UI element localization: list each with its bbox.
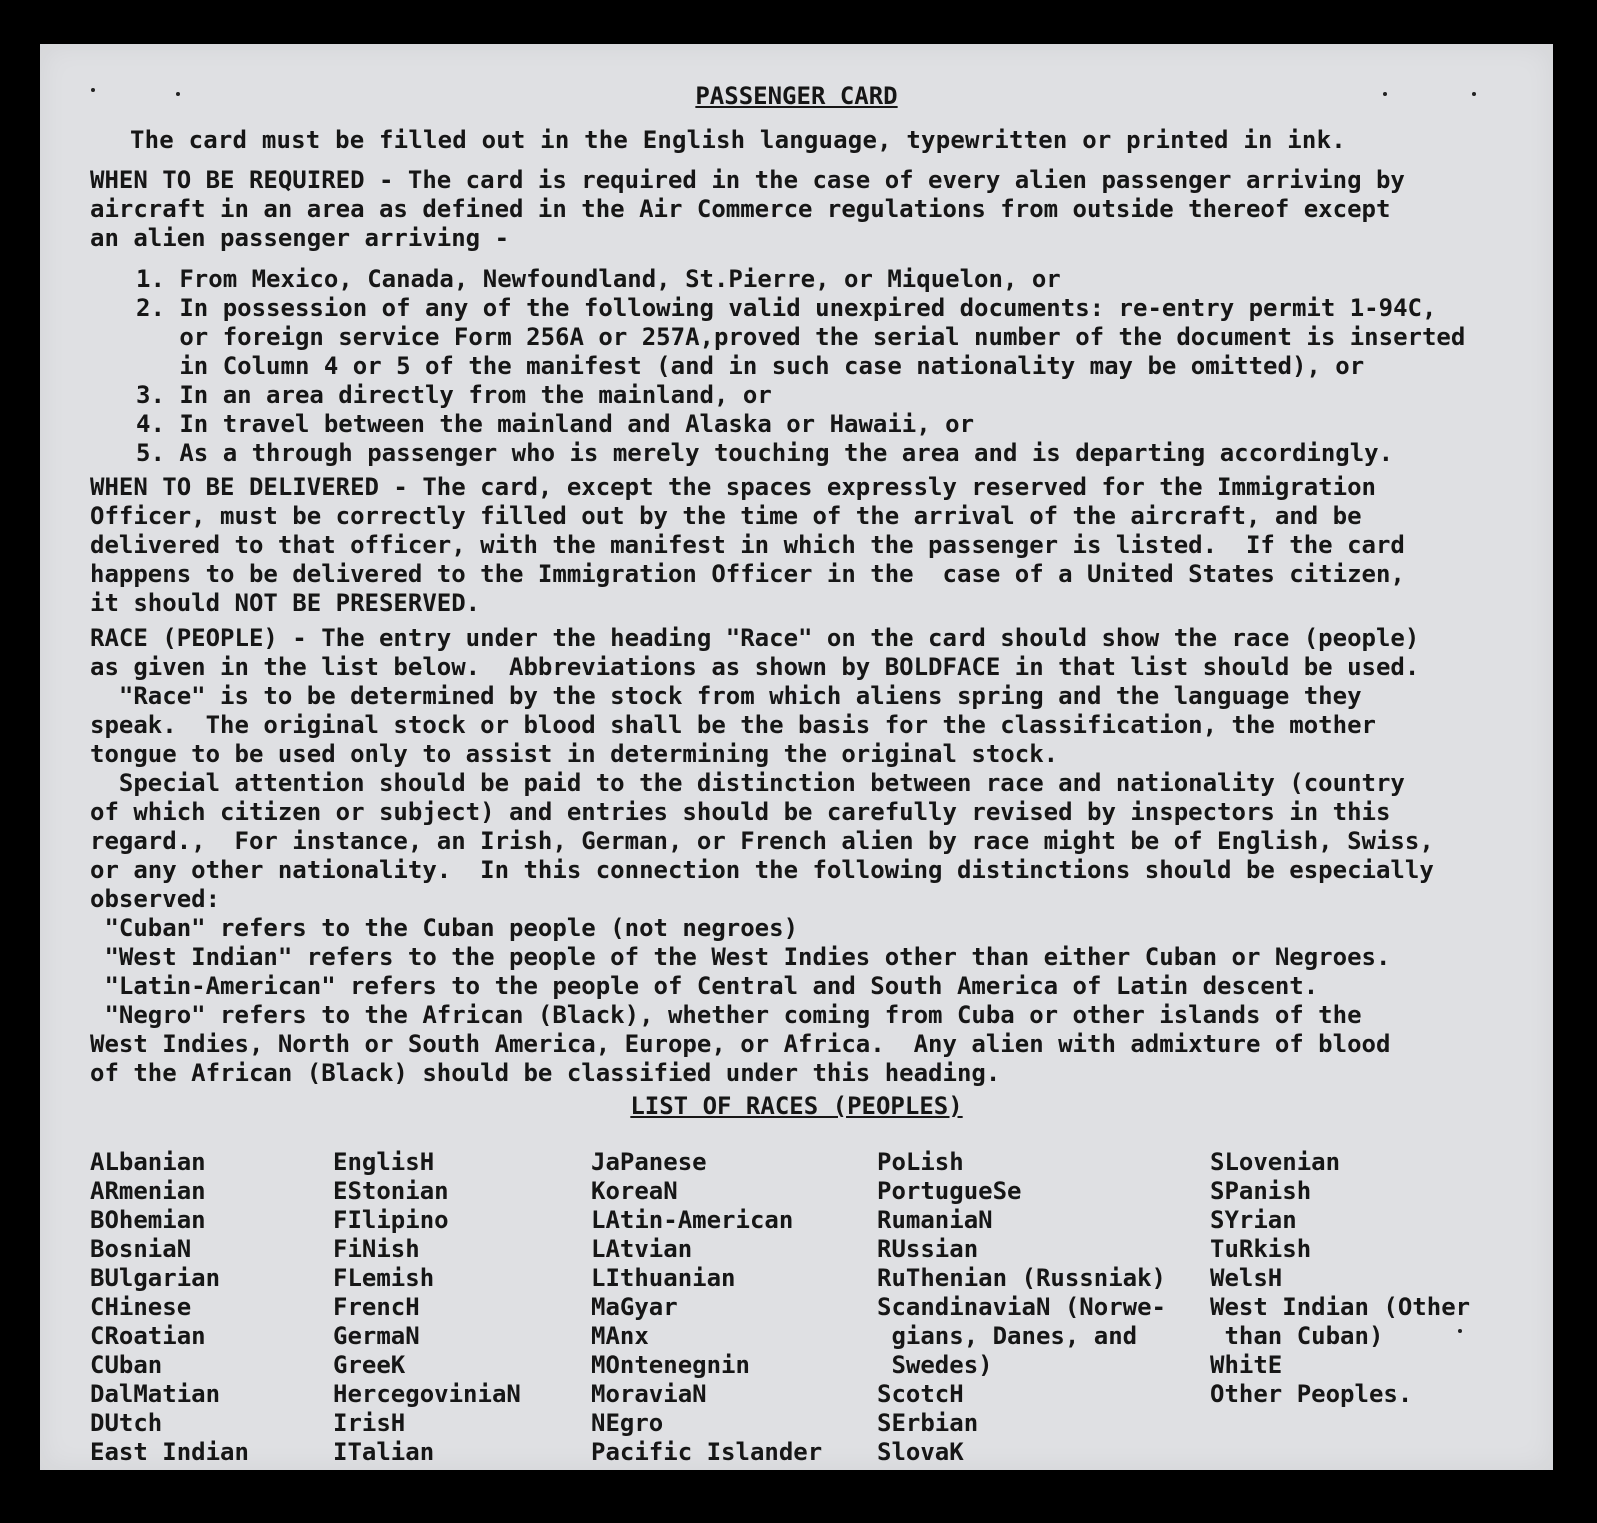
text-line: "West Indian" refers to the people of the West Indies other than either Cuban or Negroes.	[90, 943, 1391, 971]
race-entry: RumaniaN	[877, 1206, 993, 1234]
list-item: 2. In possession of any of the following valid unexpired documents: re-entry permit 1-94C,	[136, 294, 1437, 322]
race-entry: LAtvian	[591, 1235, 693, 1263]
race-entry: FiNish	[333, 1235, 420, 1263]
list-item: 5. As a through passenger who is merely touching the area and is departing accordingly.	[136, 439, 1394, 467]
text-line: of which citizen or subject) and entries should be carefully revised by inspectors in this	[90, 798, 1391, 826]
race-entry: Pacific Islander	[591, 1438, 823, 1466]
race-entry: Other Peoples.	[1210, 1380, 1413, 1408]
race-entry: East Indian	[90, 1438, 249, 1466]
text-line: aircraft in an area as defined in the Air Commerce regulations from outside thereof except	[90, 195, 1391, 223]
race-entry: CUban	[90, 1351, 163, 1379]
text-line: happens to be delivered to the Immigration Officer in the case of a United States citizen,	[90, 560, 1405, 588]
race-entry: KoreaN	[591, 1177, 678, 1205]
race-entry: ITalian	[333, 1438, 435, 1466]
required-exceptions-list	[136, 265, 1465, 468]
text-line: or any other nationality. In this connection the following distinctions should be especially	[90, 856, 1434, 884]
race-entry: WhitE	[1210, 1351, 1283, 1379]
list-item: 4. In travel between the mainland and Alaska or Hawaii, or	[136, 410, 975, 438]
page-title: PASSENGER CARD	[695, 82, 898, 110]
race-entry: ScandinaviaN (Norwe-	[877, 1293, 1166, 1321]
races-column-2	[333, 1148, 521, 1467]
race-entry: ARmenian	[90, 1177, 206, 1205]
race-people-paragraph	[90, 624, 1434, 1088]
text-line: as given in the list below. Abbreviations as shown by BOLDFACE in that list should be used.	[90, 653, 1420, 681]
race-entry: LIthuanian	[591, 1264, 736, 1292]
when-delivered-paragraph	[90, 473, 1405, 618]
text-line: "Negro" refers to the African (Black), whether coming from Cuba or other islands of the	[90, 1001, 1362, 1029]
text-line: regard., For instance, an Irish, German, or French alien by race might be of English, Swiss,	[90, 827, 1434, 855]
race-entry: FrencH	[333, 1293, 420, 1321]
race-entry: ALbanian	[90, 1148, 206, 1176]
races-column-3	[591, 1148, 822, 1467]
list-item: 1. From Mexico, Canada, Newfoundland, St.Pierre, or Miquelon, or	[136, 265, 1061, 293]
text-line: it should NOT BE PRESERVED.	[90, 589, 481, 617]
text-line: "Cuban" refers to the Cuban people (not negroes)	[90, 914, 799, 942]
text-line: "Race" is to be determined by the stock from which aliens spring and the language they	[90, 682, 1362, 710]
list-title: LIST OF RACES (PEOPLES)	[630, 1092, 963, 1120]
race-entry: RuThenian (Russniak)	[877, 1264, 1166, 1292]
race-entry: SlovaK	[877, 1438, 964, 1466]
text-line: RACE (PEOPLE) - The entry under the heading "Race" on the card should show the race (people)	[90, 624, 1420, 652]
text-line: WHEN TO BE DELIVERED - The card, except the spaces expressly reserved for the Immigration	[90, 473, 1376, 501]
race-entry: CHinese	[90, 1293, 192, 1321]
race-entry: RUssian	[877, 1235, 979, 1263]
race-entry: WelsH	[1210, 1264, 1283, 1292]
text-line: an alien passenger arriving -	[90, 224, 510, 252]
text-line: observed:	[90, 885, 221, 913]
race-entry: SLovenian	[1210, 1148, 1341, 1176]
race-entry: CRoatian	[90, 1322, 206, 1350]
races-column-1	[90, 1148, 249, 1467]
race-entry: GreeK	[333, 1351, 406, 1379]
race-entry: MaGyar	[591, 1293, 678, 1321]
race-entry: FLemish	[333, 1264, 435, 1292]
race-entry: ScotcH	[877, 1380, 964, 1408]
race-entry: MoraviaN	[591, 1380, 707, 1408]
race-entry: MAnx	[591, 1322, 649, 1350]
text-line: of the African (Black) should be classified under this heading.	[90, 1059, 1001, 1087]
race-entry: JaPanese	[591, 1148, 707, 1176]
when-required-paragraph	[90, 166, 1405, 253]
race-entry: EnglisH	[333, 1148, 435, 1176]
race-entry: PoLish	[877, 1148, 964, 1176]
race-entry: IrisH	[333, 1409, 406, 1437]
race-entry: DalMatian	[90, 1380, 221, 1408]
race-entry: Swedes)	[877, 1351, 993, 1379]
race-entry: LAtin-American	[591, 1206, 794, 1234]
list-item-continuation: or foreign service Form 256A or 257A,proved the serial number of the document is inserted	[136, 323, 1466, 351]
race-entry: BOhemian	[90, 1206, 206, 1234]
race-entry: TuRkish	[1210, 1235, 1312, 1263]
race-entry: HercegoviniaN	[333, 1380, 521, 1408]
race-entry: MOntenegnin	[591, 1351, 750, 1379]
race-entry: PortugueSe	[877, 1177, 1022, 1205]
race-entry: SPanish	[1210, 1177, 1312, 1205]
race-entry: West Indian (Other	[1210, 1293, 1471, 1321]
race-entry: EStonian	[333, 1177, 449, 1205]
text-line: West Indies, North or South America, Europe, or Africa. Any alien with admixture of blood	[90, 1030, 1391, 1058]
race-entry: SErbian	[877, 1409, 979, 1437]
text-line: "Latin-American" refers to the people of Central and South America of Latin descent.	[90, 972, 1319, 1000]
race-entry: SYrian	[1210, 1206, 1297, 1234]
text-line: delivered to that officer, with the manifest in which the passenger is listed. If the card	[90, 531, 1405, 559]
text-line: speak. The original stock or blood shall be the basis for the classification, the mother	[90, 711, 1376, 739]
race-entry: than Cuban)	[1210, 1322, 1384, 1350]
race-entry: DUtch	[90, 1409, 163, 1437]
document-page	[40, 44, 1553, 1470]
text-line: Officer, must be correctly filled out by the time of the arrival of the aircraft, and be	[90, 502, 1362, 530]
text-line: tongue to be used only to assist in determining the original stock.	[90, 740, 1059, 768]
intro-text: The card must be filled out in the English language, typewritten or printed in ink.	[130, 126, 1346, 154]
list-item: 3. In an area directly from the mainland, or	[136, 381, 772, 409]
list-item-continuation: in Column 4 or 5 of the manifest (and in such case nationality may be omitted), or	[136, 352, 1365, 380]
text-line: Special attention should be paid to the distinction between race and nationality (country	[90, 769, 1405, 797]
race-entry: GermaN	[333, 1322, 420, 1350]
race-entry: NEgro	[591, 1409, 664, 1437]
race-entry: FIlipino	[333, 1206, 449, 1234]
text-line: WHEN TO BE REQUIRED - The card is required in the case of every alien passenger arriving by	[90, 166, 1405, 194]
races-column-4	[877, 1148, 1166, 1467]
races-column-5	[1210, 1148, 1470, 1409]
race-entry: BUlgarian	[90, 1264, 221, 1292]
race-entry: BosniaN	[90, 1235, 192, 1263]
race-entry: gians, Danes, and	[877, 1322, 1138, 1350]
